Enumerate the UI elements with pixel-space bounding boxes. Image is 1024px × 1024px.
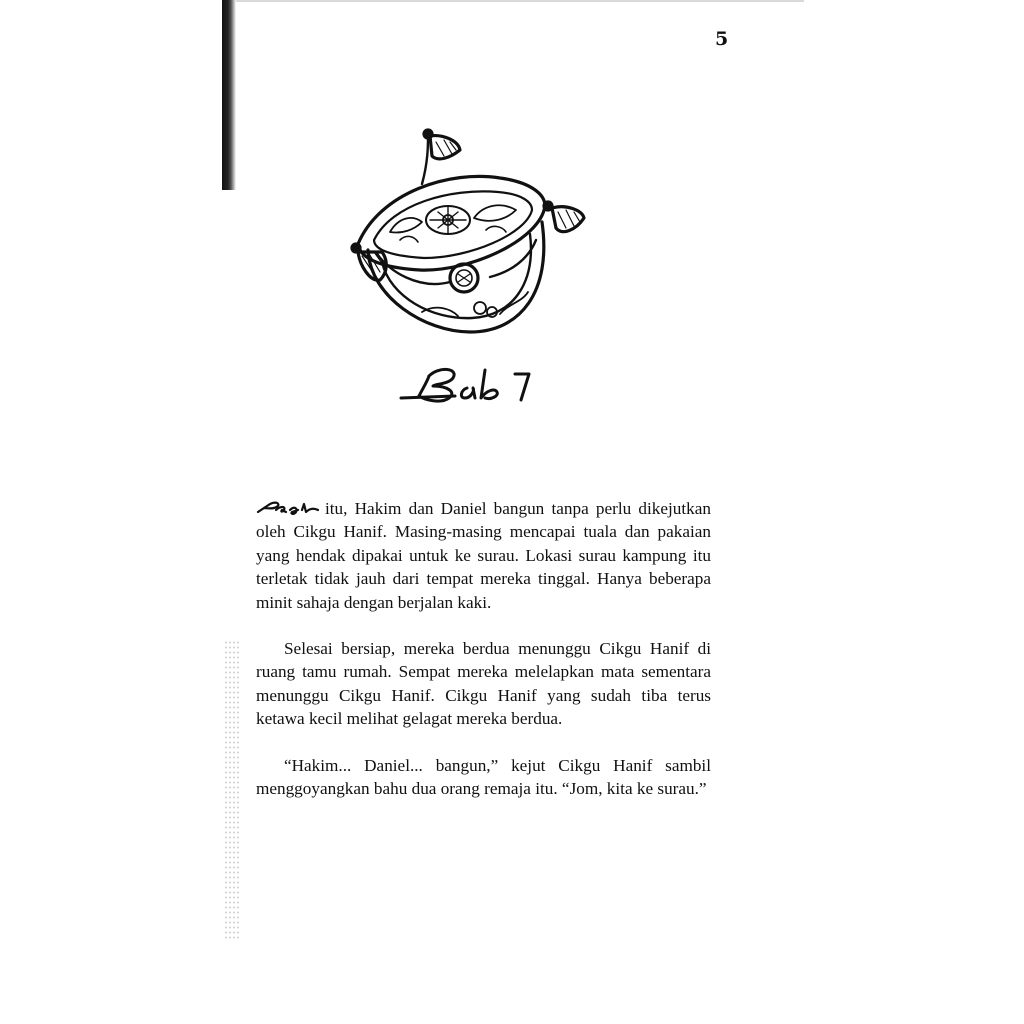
spine-shadow [222, 0, 236, 190]
paragraph-3: “Hakim... Daniel... bangun,” kejut Cikgu Hanif sambil menggoyangkan bahu dua orang remaja itu. “Jom, kita ke surau.” [256, 755, 711, 799]
paragraph-2: Selesai bersiap, mereka berdua menunggu Cikgu Hanif di ruang tamu rumah. Sempat mereka melelapkan mata sementara menunggu Cikgu Hanif. Cikgu Hanif yang sudah tiba terus ketawa kecil melihat gelagat mereka berdua. [256, 639, 711, 729]
decorative-lead-word [256, 500, 320, 516]
page-number: 5 [715, 28, 729, 50]
body-text [256, 497, 711, 823]
ornate-lantern-icon [340, 122, 600, 342]
page-top-edge [236, 0, 804, 2]
paragraph-1-text: itu, Hakim dan Daniel bangun tanpa perlu dikejutkan oleh Cikgu Hanif. Masing-masing mencapai tuala dan pakaian yang hendak dipakai untuk ke surau. Lokasi surau kampung itu terletak tidak jauh dari tempat mereka tinggal. Hanya beberapa minit sahaja dengan berjalan kaki. [256, 499, 711, 612]
chapter-title [395, 360, 545, 410]
paragraph-1 [256, 497, 711, 614]
chapter-title-text: Bab 1 [395, 360, 398, 361]
scan-speckle [224, 640, 240, 940]
